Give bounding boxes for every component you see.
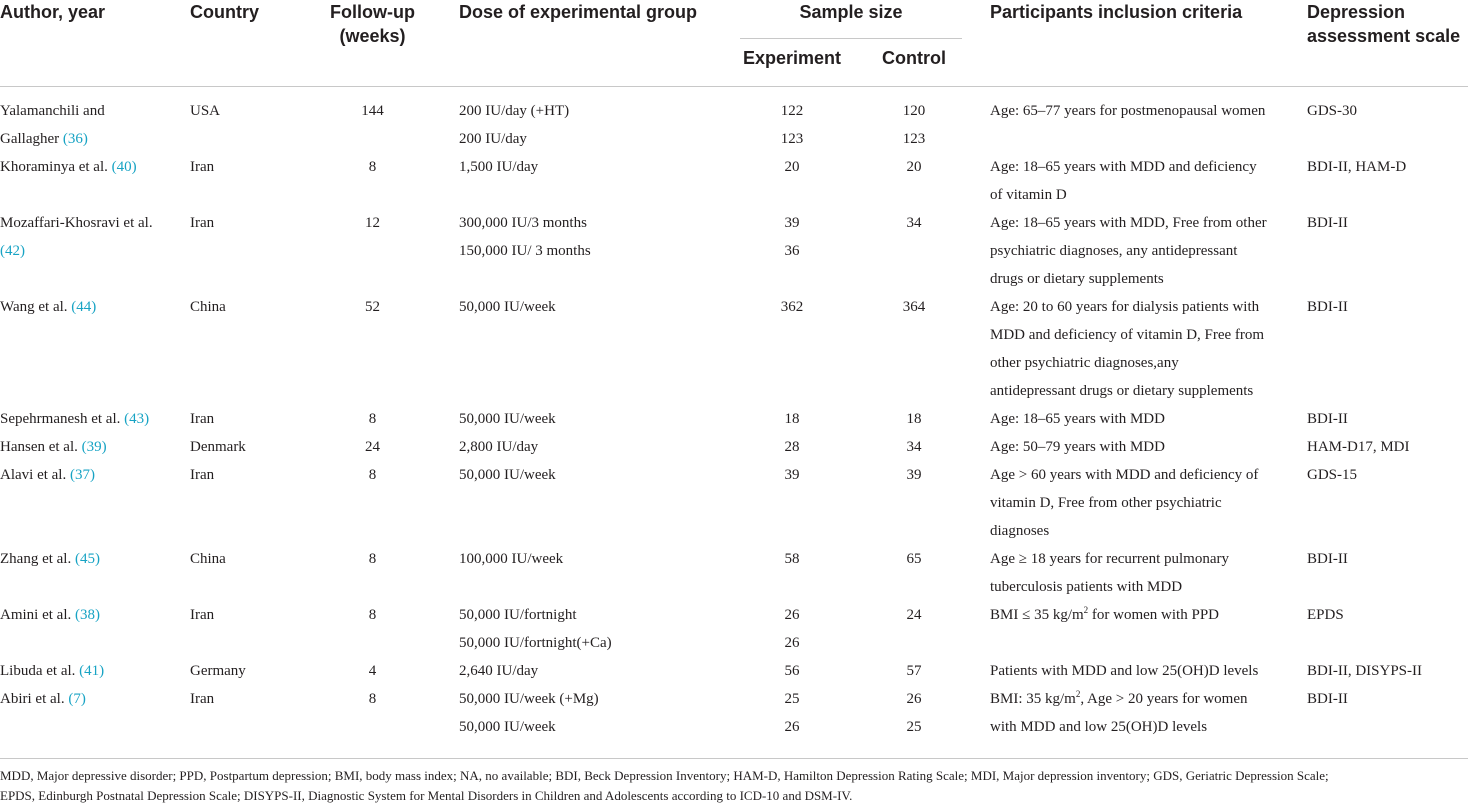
author-cell (0, 433, 107, 461)
header-scale-line2: assessment scale (1307, 26, 1461, 46)
country: Iran (190, 691, 215, 707)
follow-up-weeks: 12 (365, 215, 380, 231)
control-size: 34 (906, 439, 922, 455)
dose: 50,000 IU/fortnight (459, 607, 577, 623)
control-size: 24 (906, 607, 922, 623)
assessment-scale: GDS-30 (1307, 103, 1358, 119)
footer-rule (0, 758, 1468, 759)
experiment-size: 39 (784, 467, 800, 483)
follow-up-weeks: 8 (368, 159, 377, 175)
footnote (0, 766, 1468, 806)
experiment-size: 18 (784, 411, 800, 427)
dose: 150,000 IU/ 3 months (459, 243, 591, 259)
country: Iran (190, 411, 215, 427)
dose: 50,000 IU/week (459, 411, 556, 427)
inclusion-criteria: Patients with MDD and low 25(OH)D levels (990, 663, 1259, 679)
country: Iran (190, 215, 215, 231)
author-name: Libuda et al. (0, 663, 76, 679)
control-size: 20 (906, 159, 922, 175)
inclusion-criteria: Age > 60 years with MDD and deficiency of (990, 467, 1259, 483)
country: Germany (190, 663, 246, 679)
assessment-scale: BDI-II, DISYPS-II (1307, 663, 1422, 679)
header-follow-up (325, 0, 420, 48)
inclusion-text: BMI ≤ 35 kg/m (990, 607, 1084, 623)
control-size: 34 (906, 215, 922, 231)
experiment-size: 122 (780, 103, 804, 119)
control-size: 364 (902, 299, 926, 315)
experiment-size: 28 (784, 439, 800, 455)
author-cell (0, 293, 96, 321)
header-follow-up-line1: Follow-up (330, 2, 415, 22)
author-name: Khoraminya et al. (0, 159, 108, 175)
reference-link[interactable]: (45) (74, 551, 100, 567)
reference-link[interactable]: (36) (62, 131, 88, 147)
country: USA (190, 103, 221, 119)
sample-size-rule (740, 38, 962, 39)
author-name: Zhang et al. (0, 551, 72, 567)
reference-link[interactable]: (44) (71, 299, 97, 315)
inclusion-text: BMI: 35 kg/m (990, 691, 1076, 707)
author-name: Amini et al. (0, 607, 72, 623)
footnote-line2: EPDS, Edinburgh Postnatal Depression Scale; DISYPS-II, Diagnostic System for Mental Disorders in Children and Adolescents according to ICD-10 and DSM-IV. (0, 788, 853, 803)
assessment-scale: GDS-15 (1307, 467, 1358, 483)
author-name: Mozaffari-Khosravi et al. (0, 215, 153, 231)
superscript: 2 (1075, 689, 1081, 699)
experiment-size: 58 (784, 551, 800, 567)
country: China (190, 299, 226, 315)
country: Iran (190, 607, 215, 623)
control-size: 65 (906, 551, 922, 567)
author-name: Abiri et al. (0, 691, 65, 707)
dose: 2,640 IU/day (459, 663, 539, 679)
inclusion-criteria: Age: 18–65 years with MDD, Free from other (990, 215, 1267, 231)
inclusion-criteria: of vitamin D (990, 187, 1067, 203)
header-follow-up-line2: (weeks) (339, 26, 406, 46)
reference-link[interactable]: (37) (69, 467, 95, 483)
header-author-year: Author, year (0, 2, 106, 22)
follow-up-weeks: 4 (368, 663, 377, 679)
dose: 200 IU/day (459, 131, 527, 147)
author-name: Sepehrmanesh et al. (0, 411, 121, 427)
author-cell (0, 601, 100, 629)
dose: 50,000 IU/week (459, 719, 556, 735)
follow-up-weeks: 8 (368, 607, 377, 623)
inclusion-criteria: antidepressant drugs or dietary supplements (990, 383, 1254, 399)
author-cell (0, 685, 86, 713)
control-size: 120 (902, 103, 926, 119)
author-name: Yalamanchili and (0, 103, 105, 119)
dose: 50,000 IU/week (+Mg) (459, 691, 599, 707)
inclusion-criteria: vitamin D, Free from other psychiatric (990, 495, 1222, 511)
inclusion-criteria: Age: 65–77 years for postmenopausal women (990, 103, 1266, 119)
control-size: 26 (906, 691, 922, 707)
inclusion-criteria: drugs or dietary supplements (990, 271, 1164, 287)
author-name: Alavi et al. (0, 467, 67, 483)
inclusion-criteria: Age: 50–79 years with MDD (990, 439, 1165, 455)
follow-up-weeks: 52 (365, 299, 380, 315)
experiment-size: 123 (780, 131, 804, 147)
follow-up-weeks: 8 (368, 411, 377, 427)
follow-up-weeks: 8 (368, 691, 377, 707)
dose: 1,500 IU/day (459, 159, 539, 175)
author-cell (0, 461, 95, 489)
header-scale (1307, 0, 1460, 48)
inclusion-criteria: diagnoses (990, 523, 1050, 539)
inclusion-criteria: Age: 18–65 years with MDD (990, 411, 1165, 427)
control-size: 39 (906, 467, 922, 483)
header-experiment: Experiment (742, 48, 842, 68)
control-size: 57 (906, 663, 922, 679)
author-name-cont: Gallagher (0, 131, 60, 147)
follow-up-weeks: 144 (361, 103, 384, 119)
country: Iran (190, 159, 215, 175)
assessment-scale: HAM-D17, MDI (1307, 439, 1410, 455)
dose: 300,000 IU/3 months (459, 215, 587, 231)
assessment-scale: BDI-II (1307, 691, 1348, 707)
control-size: 25 (906, 719, 922, 735)
author-cell (0, 657, 104, 685)
country: Iran (190, 467, 215, 483)
reference-link[interactable]: (38) (75, 607, 100, 623)
experiment-size: 39 (784, 215, 800, 231)
author-name: Hansen et al. (0, 439, 78, 455)
header-rule (0, 86, 1468, 87)
author-name: Wang et al. (0, 299, 68, 315)
assessment-scale: EPDS (1307, 607, 1344, 623)
experiment-size: 26 (784, 607, 800, 623)
assessment-scale: BDI-II (1307, 299, 1348, 315)
header-dose: Dose of experimental group (459, 2, 698, 22)
assessment-scale: BDI-II (1307, 215, 1348, 231)
author-name-line2 (0, 125, 88, 153)
inclusion-criteria (990, 685, 1248, 713)
inclusion-criteria: other psychiatric diagnoses,any (990, 355, 1179, 371)
inclusion-criteria: with MDD and low 25(OH)D levels (990, 719, 1208, 735)
dose: 100,000 IU/week (459, 551, 564, 567)
author-cell (0, 153, 137, 181)
experiment-size: 362 (780, 299, 804, 315)
header-sample-size: Sample size (799, 2, 903, 22)
header-country: Country (190, 2, 259, 22)
experiment-size: 26 (784, 719, 800, 735)
experiment-size: 36 (784, 243, 800, 259)
experiment-size: 26 (784, 635, 800, 651)
dose: 2,800 IU/day (459, 439, 539, 455)
follow-up-weeks: 8 (368, 551, 377, 567)
author-cell (0, 545, 100, 573)
assessment-scale: BDI-II, HAM-D (1307, 159, 1407, 175)
dose: 50,000 IU/week (459, 467, 556, 483)
experiment-size: 25 (784, 691, 800, 707)
dose: 200 IU/day (+HT) (459, 103, 570, 119)
reference-link[interactable]: (43) (124, 411, 150, 427)
reference-link[interactable]: (40) (111, 159, 137, 175)
inclusion-text: , Age > 20 years for women (1080, 691, 1248, 707)
experiment-size: 56 (784, 663, 800, 679)
author-cell (0, 405, 149, 433)
inclusion-text: for women with PPD (1088, 607, 1219, 623)
assessment-scale: BDI-II (1307, 411, 1348, 427)
inclusion-criteria: psychiatric diagnoses, any antidepressant (990, 243, 1238, 259)
follow-up-weeks: 24 (365, 439, 380, 455)
dose: 50,000 IU/week (459, 299, 556, 315)
inclusion-criteria: tuberculosis patients with MDD (990, 579, 1183, 595)
reference-link[interactable]: (41) (79, 663, 105, 679)
country: Denmark (190, 439, 246, 455)
reference-link[interactable]: (39) (81, 439, 107, 455)
header-control: Control (882, 48, 946, 68)
country: China (190, 551, 226, 567)
control-size: 18 (906, 411, 922, 427)
dose: 50,000 IU/fortnight(+Ca) (459, 635, 612, 651)
experiment-size: 20 (784, 159, 800, 175)
inclusion-criteria: Age: 18–65 years with MDD and deficiency (990, 159, 1257, 175)
inclusion-criteria (990, 601, 1219, 629)
header-scale-line1: Depression (1307, 2, 1406, 22)
assessment-scale: BDI-II (1307, 551, 1348, 567)
superscript: 2 (1083, 605, 1089, 615)
footnote-line1: MDD, Major depressive disorder; PPD, Postpartum depression; BMI, body mass index; NA, no available; BDI, Beck Depression Inventory; HAM-D, Hamilton Depression Rating Scale; MDI, Major depression inventory; GDS, Geriatric Depression Scale; (0, 768, 1329, 783)
control-size: 123 (902, 131, 926, 147)
reference-link[interactable]: (42) (0, 243, 25, 259)
header-inclusion: Participants inclusion criteria (990, 2, 1243, 22)
reference-link[interactable]: (7) (68, 691, 86, 707)
inclusion-criteria: Age: 20 to 60 years for dialysis patients with (990, 299, 1260, 315)
inclusion-criteria: Age ≥ 18 years for recurrent pulmonary (990, 551, 1229, 567)
follow-up-weeks: 8 (368, 467, 377, 483)
inclusion-criteria: MDD and deficiency of vitamin D, Free from (990, 327, 1265, 343)
